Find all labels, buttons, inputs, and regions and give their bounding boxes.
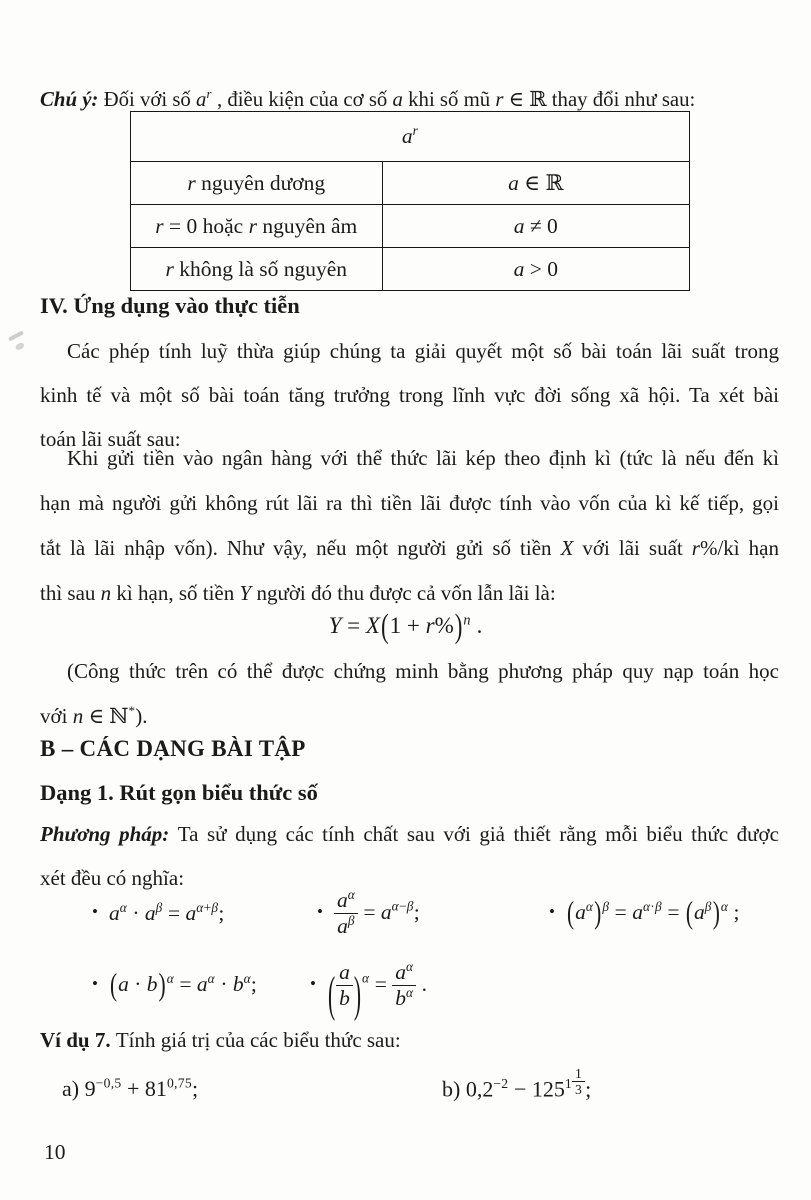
formula-quotient-rule: $\frac{a^\alpha}{a^\beta}$ = $a^{\alpha-\beta}$; <box>334 888 420 937</box>
table-header-row <box>131 112 690 162</box>
table-row <box>131 162 690 205</box>
value-cell <box>382 162 689 205</box>
formula-product-rule: $a^\alpha \cdot a^\beta = a^{\alpha+\beta}$; <box>108 899 225 925</box>
example7-heading: Ví dụ 7. Tính giá trị của các biểu thức sau: <box>40 1028 401 1052</box>
bullet-icon: • <box>92 902 98 921</box>
condition-text: r không là số nguyên <box>165 256 348 281</box>
text-line: hạn mà người gửi không rút lãi ra thì tiền lãi được tính vào vốn của kì kế tiếp, gọi <box>40 491 779 515</box>
formula-quotient-power-rule: ( $\frac{a}{b}$ )$^\alpha$ = $\frac{a^\alpha}{b^\alpha}$ . <box>327 959 428 1022</box>
section-b-heading: B – CÁC DẠNG BÀI TẬP <box>40 736 306 761</box>
problem-b: b) $0,2^{-2} - 125^{1 \frac{1}{3}}$ ; <box>442 1066 592 1102</box>
table-header-formula: $a^r$ <box>401 122 419 148</box>
table-row <box>131 248 690 291</box>
text-line: Khi gửi tiền vào ngân hàng với thể thức lãi kép theo định kì (tức là nếu đến kì <box>67 446 779 470</box>
condition-text: r nguyên dương <box>187 170 326 195</box>
exponent-condition-table <box>130 111 690 291</box>
formula-product-power-rule: $(a \cdot b)^\alpha = a^\alpha \cdot b^\alpha$; <box>109 967 257 1003</box>
table-header-cell <box>131 112 690 162</box>
bullet-icon: • <box>549 901 555 921</box>
value-text: a > 0 <box>513 256 558 281</box>
value-text: a ≠ 0 <box>513 213 558 238</box>
condition-text: r = 0 hoặc r nguyên âm <box>155 213 358 238</box>
property-formula <box>92 967 310 1003</box>
text-line: (Công thức trên có thể được chứng minh bằng phương pháp quy nạp toán học <box>67 659 779 683</box>
property-formula-row <box>40 878 779 948</box>
page-number: 10 <box>44 1140 66 1164</box>
text-line: Các phép tính luỹ thừa giúp chúng ta giải quyết một số bài toán lãi suất trong <box>67 339 779 363</box>
text-line: với n ∈ ℕ*). <box>40 703 148 728</box>
property-formula <box>549 895 740 931</box>
note-paragraph: Chú ý: Đối với số $a^r$ , điều kiện của cơ số a khi số mũ r ∈ ℝ thay đổi như sau: <box>40 86 696 111</box>
text-line: kinh tế và một số bài toán tăng trưởng trong lĩnh vực đời sống xã hội. Ta xét bài <box>40 383 779 407</box>
condition-cell <box>131 248 383 291</box>
scan-artifact-mark <box>8 330 24 341</box>
property-formula <box>317 888 549 937</box>
condition-cell <box>131 205 383 248</box>
formula-power-rule: $(a^\alpha)^\beta = a^{\alpha\cdot\beta} = (a^\beta)^\alpha$ ; <box>566 895 740 931</box>
text-line: xét đều có nghĩa: <box>40 866 185 890</box>
section-iv-heading: IV. Ứng dụng vào thực tiễn <box>40 293 300 318</box>
condition-cell <box>131 162 383 205</box>
bullet-icon: • <box>310 974 316 993</box>
bullet-icon: • <box>317 902 323 921</box>
property-formula <box>310 959 428 1022</box>
value-text: a ∈ ℝ <box>508 170 564 195</box>
table-row <box>131 205 690 248</box>
text-line: Phương pháp: Ta sử dụng các tính chất sau với giả thiết rằng mỗi biểu thức được <box>40 822 779 846</box>
bullet-icon: • <box>92 973 98 993</box>
interest-paragraph <box>40 436 779 616</box>
property-formula <box>92 901 317 926</box>
text-line: tắt là lãi nhập vốn). Như vậy, nếu một người gửi số tiền X với lãi suất r%/kì hạn <box>40 536 779 560</box>
example7-problems-row <box>40 1066 779 1136</box>
value-cell <box>382 205 689 248</box>
text-line: thì sau n kì hạn, số tiền Y người đó thu được cả vốn lẫn lãi là: <box>40 581 556 605</box>
text-line: toán lãi suất sau: <box>40 427 181 451</box>
property-formula-row <box>40 946 779 1024</box>
compound-interest-formula: $Y = X(1 + r\%)^n$ . <box>328 608 483 645</box>
induction-note-paragraph <box>40 649 779 739</box>
value-cell <box>382 248 689 291</box>
dang1-heading: Dạng 1. Rút gọn biểu thức số <box>40 780 318 805</box>
problem-a: a) $9^{-0,5} + 81^{0,75}$; <box>62 1076 199 1102</box>
